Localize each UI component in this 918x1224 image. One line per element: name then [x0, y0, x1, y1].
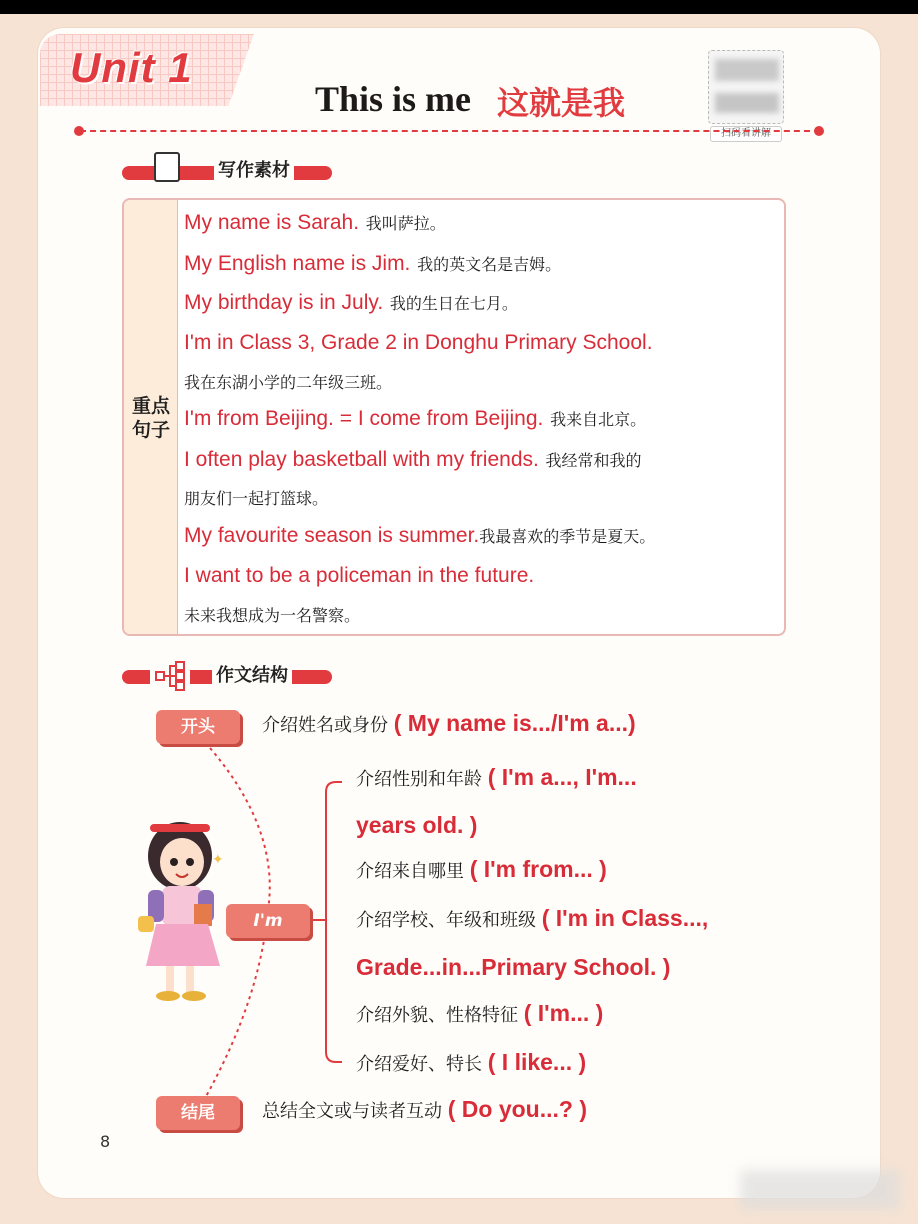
sentence-row: I often play basketball with my friends. 我经常和我的 [184, 448, 642, 471]
branch-item: 介绍爱好、特长 ( I like... ) [356, 1049, 587, 1075]
structure-icon [150, 660, 190, 692]
start-description: 介绍姓名或身份 ( My name is.../I'm a...) [262, 710, 636, 736]
sparkle-icon: ✦ [212, 852, 224, 868]
sentence-row: I'm from Beijing. = I come from Beijing. 我来自北京。 [184, 407, 647, 430]
sentence-translation: 我在东湖小学的二年级三班。 [184, 373, 393, 392]
branch-item: 介绍外貌、性格特征 ( I'm... ) [356, 1000, 604, 1026]
title-english: This is me [315, 79, 472, 119]
qr-label: 扫码看讲解 [710, 126, 782, 142]
title-chinese: 这就是我 [497, 84, 626, 122]
tag-end: 结尾 [156, 1096, 240, 1130]
tag-middle: I'm [226, 904, 310, 938]
sentence-row: I want to be a policeman in the future. [184, 564, 535, 587]
branch-item: 介绍来自哪里 ( I'm from... ) [356, 856, 607, 882]
sentence-translation: 未来我想成为一名警察。 [184, 606, 361, 625]
section-title-essay-structure: 作文结构 [212, 661, 292, 687]
branch-item: 介绍性别和年龄 ( I'm a..., I'm... [356, 764, 637, 790]
sentence-row: My birthday is in July. 我的生日在七月。 [184, 291, 518, 314]
unit-label: Unit 1 [70, 44, 193, 91]
girl-illustration [128, 816, 232, 1006]
header-divider [80, 130, 820, 132]
sentence-row: My favourite season is summer.我最喜欢的季节是夏天。 [184, 524, 656, 547]
blurred-watermark [740, 1170, 900, 1210]
end-description: 总结全文或与读者互动 ( Do you...? ) [262, 1096, 587, 1122]
sentence-row: My name is Sarah. 我叫萨拉。 [184, 211, 446, 234]
section-title-writing-material: 写作素材 [214, 156, 294, 182]
branch-item-continuation: Grade...in...Primary School. ) [356, 954, 671, 980]
page-number: 8 [100, 1132, 111, 1151]
sentence-row: My English name is Jim. 我的英文名是吉姆。 [184, 252, 562, 275]
tag-start: 开头 [156, 710, 240, 744]
notebook-icon [154, 152, 180, 182]
key-sentences-label: 重点 句子 [131, 395, 170, 441]
top-black-bar [0, 0, 918, 14]
qr-code-icon[interactable] [708, 50, 784, 124]
branch-item-continuation: years old. ) [356, 812, 478, 838]
sentence-translation: 朋友们一起打篮球。 [184, 489, 329, 508]
divider-dot [74, 126, 84, 136]
divider-dot [814, 126, 824, 136]
sentence-row: I'm in Class 3, Grade 2 in Donghu Primary School. [184, 331, 653, 354]
branch-item: 介绍学校、年级和班级 ( I'm in Class..., [356, 905, 709, 931]
